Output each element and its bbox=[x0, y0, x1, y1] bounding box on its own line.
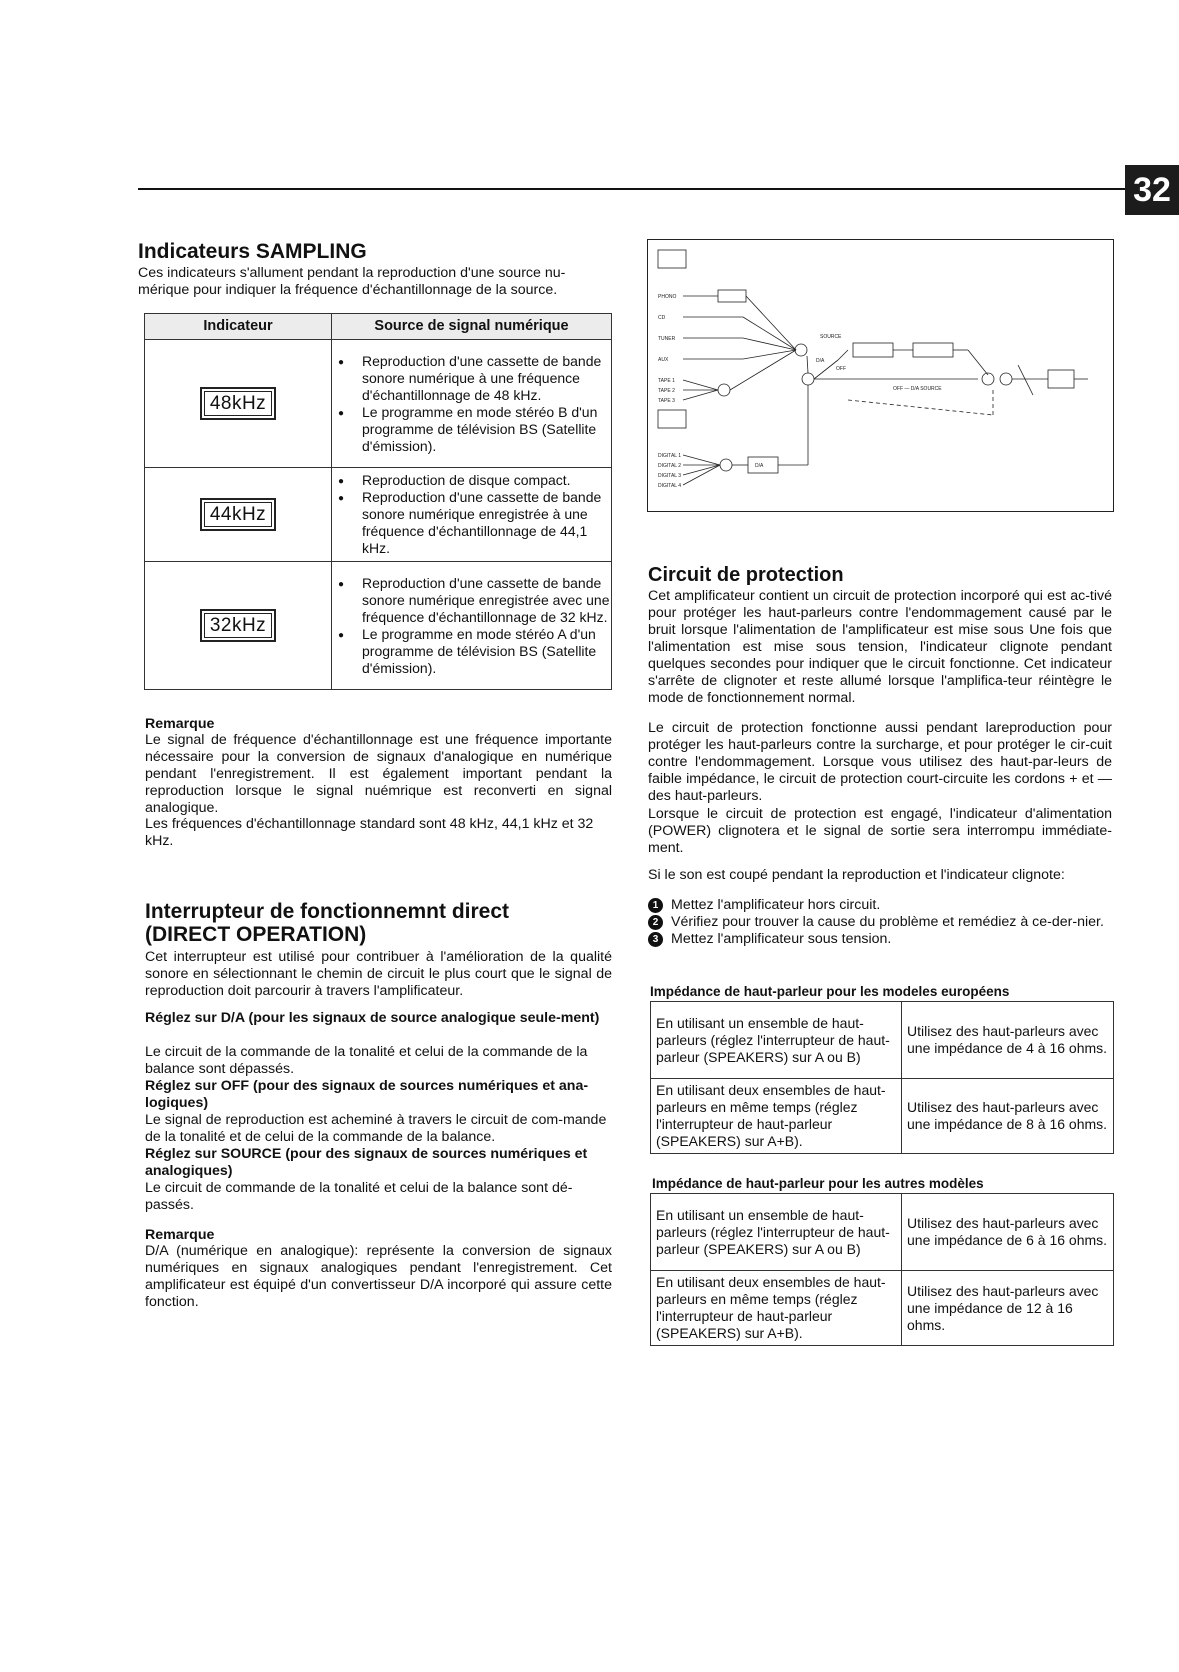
table-row: En utilisant un ensemble de haut-parleurs (réglez l'interrupteur de haut-parleur (SPEAKERS) sur A ou B) Utilisez des haut-parleurs avec une impédance de 6 à 16 ohms. bbox=[651, 1194, 1114, 1271]
table-row: En utilisant un ensemble de haut-parleurs (réglez l'interrupteur de haut-parleur (SPEAKERS) sur A ou B) Utilisez des haut-parleurs avec une impédance de 4 à 16 ohms. bbox=[651, 1002, 1114, 1079]
power-amp-box bbox=[1048, 370, 1074, 388]
input-digital-2: DIGITAL 2 bbox=[658, 463, 682, 469]
direct-heading-source: Réglez sur SOURCE (pour des signaux de sources numériques et analogiques) bbox=[145, 1146, 588, 1179]
table-row bbox=[145, 562, 612, 690]
table-row bbox=[145, 340, 612, 468]
source-label: SOURCE bbox=[820, 334, 842, 340]
direct-text-off: Le signal de reproduction est acheminé à travers le circuit de com-mande de la tonalité et de celui de la commande de la balance. bbox=[145, 1112, 607, 1145]
digital-module-box-2 bbox=[658, 410, 686, 428]
input-digital-4: DIGITAL 4 bbox=[658, 483, 682, 489]
sampling-table bbox=[144, 313, 612, 690]
protection-paragraph-3: Lorsque le circuit de protection est engagé, l'indicateur d'alimentation (POWER) clignotera et le signal de sortie sera interrompu immédiate-ment. bbox=[648, 806, 1112, 856]
sampling-display-32khz: 32kHz bbox=[200, 609, 276, 642]
direct-heading-off: Réglez sur OFF (pour des signaux de sources numériques et ana-logiques) bbox=[145, 1078, 589, 1111]
phono-eq-box bbox=[718, 290, 746, 302]
input-tape-1: TAPE 1 bbox=[658, 378, 675, 384]
block-diagram-svg bbox=[648, 240, 1113, 511]
signal-block-diagram bbox=[647, 239, 1114, 512]
table-row: En utilisant deux ensembles de haut-parleurs en même temps (réglez l'interrupteur de haut-parleur (SPEAKERS) sur A+B). Utilisez des haut-parleurs avec une impédance de 8 à 16 ohms. bbox=[651, 1079, 1114, 1154]
list-item: 3 Mettez l'amplificateur sous tension. bbox=[648, 931, 1112, 948]
input-tape-2: TAPE 2 bbox=[658, 388, 675, 394]
direct-remark-title: Remarque bbox=[145, 1227, 215, 1243]
sampling-remark-2: Les fréquences d'échantillonnage standard sont 48 kHz, 44,1 kHz et 32 kHz. bbox=[145, 816, 594, 849]
input-phono: PHONO bbox=[658, 294, 677, 300]
direct-remark: D/A (numérique en analogique): représente la conversion de signaux numériques en signaux analogiques pendant l'enregistrement. Cet amplificateur est équipé d'un convertisseur D/A incorporé qui assure cette fonction. bbox=[145, 1243, 612, 1310]
protection-title: Circuit de protection bbox=[648, 564, 844, 586]
sampling-remark-title: Remarque bbox=[145, 716, 215, 732]
direct-intro: Cet interrupteur est utilisé pour contribuer à l'amélioration de la qualité sonore en sélectionnant le chemin de circuit le plus court que le signal de reproduction doit parcourir à travers l'amplificateur. bbox=[145, 949, 612, 999]
impedance-other-table bbox=[650, 1193, 1114, 1346]
balance-box bbox=[913, 343, 953, 357]
protection-paragraph-2: Le circuit de protection fonctionne aussi pendant lareproduction pour protéger les haut-parleurs contre la surcharge, et pour protéger le cir-cuit contre l'endommagement. Lorsque vous utilisez des haut-par-leurs de faible impédance, le circuit de protection court-circuite les cordons + et — des haut-parleurs. bbox=[648, 720, 1112, 804]
input-digital-3: DIGITAL 3 bbox=[658, 473, 682, 479]
col-indicator: Indicateur bbox=[145, 314, 332, 340]
sampling-title: Indicateurs SAMPLING bbox=[138, 240, 367, 263]
col-source: Source de signal numérique bbox=[332, 314, 612, 340]
list-item: ● Reproduction d'une cassette de bande sonore numérique enregistrée à une fréquence d'échantillonnage de 44,1 kHz. bbox=[362, 489, 611, 557]
direct-title-1: Interrupteur de fonctionnemnt direct bbox=[145, 900, 510, 923]
input-tuner: TUNER bbox=[658, 336, 676, 342]
protection-paragraph-1: Cet amplificateur contient un circuit de protection incorporé qui est ac-tivé pour protéger les haut-parleurs contre l'endommagement causé par le bruit lorsque l'alimentation de l'amplificateur est mise sous Une fois que l'alimentation est mise sous tension, l'indicateur clignote pendant quelques secondes pour indiquer que le circuit fonctionne. Cet indicateur s'arrête de clignoter et reste allumé lorsque l'amplifica-teur réintègre le mode de fonctionnement normal. bbox=[648, 588, 1112, 706]
tone-control-box bbox=[853, 343, 893, 357]
protection-paragraph-4: Si le son est coupé pendant la reproduction et l'indicateur clignote: bbox=[648, 867, 1065, 883]
dac-label: D/A bbox=[755, 463, 764, 469]
da-label: D/A bbox=[816, 358, 825, 364]
input-cd: CD bbox=[658, 315, 666, 321]
direct-text-source: Le circuit de commande de la tonalité et celui de la balance sont dé-passés. bbox=[145, 1180, 573, 1213]
step-2-marker: 2 bbox=[648, 915, 663, 930]
list-item: ● Reproduction d'une cassette de bande sonore numérique à une fréquence d'échantillonnage de 48 kHz. bbox=[362, 353, 611, 404]
table-row bbox=[145, 468, 612, 562]
list-item: ● Reproduction d'une cassette de bande sonore numérique enregistrée avec une fréquence d'échantillonnage de 32 kHz. bbox=[362, 575, 611, 626]
sampling-intro: Ces indicateurs s'allument pendant la reproduction d'une source nu-mérique pour indiquer la fréquence d'échantillonnage de la source. bbox=[138, 265, 566, 298]
list-item: 2 Vérifiez pour trouver la cause du problème et remédiez à ce-der-nier. bbox=[648, 914, 1112, 931]
step-1-marker: 1 bbox=[648, 898, 663, 913]
list-item: ● Reproduction de disque compact. bbox=[362, 472, 611, 489]
header-rule bbox=[138, 188, 1148, 190]
protection-steps bbox=[648, 897, 1112, 948]
impedance-other-title: Impédance de haut-parleur pour les autres modèles bbox=[652, 1176, 984, 1191]
sampling-display-48khz: 48kHz bbox=[200, 387, 276, 420]
step-3-marker: 3 bbox=[648, 932, 663, 947]
list-item: ● Le programme en mode stéréo B d'un programme de télévision BS (Satellite d'émission). bbox=[362, 404, 611, 455]
off-label: OFF bbox=[836, 366, 846, 372]
switch-label: OFF — D/A SOURCE bbox=[893, 386, 942, 392]
list-item: 1 Mettez l'amplificateur hors circuit. bbox=[648, 897, 1112, 914]
direct-text-da: Le circuit de la commande de la tonalité et celui de la commande de la balance sont dépassés. bbox=[145, 1044, 588, 1077]
direct-title-2: (DIRECT OPERATION) bbox=[145, 923, 367, 946]
direct-heading-da: Réglez sur D/A (pour les signaux de source analogique seule-ment) bbox=[145, 1010, 600, 1026]
impedance-eu-title: Impédance de haut-parleur pour les modeles européens bbox=[650, 984, 1010, 999]
list-item: ● Le programme en mode stéréo A d'un programme de télévision BS (Satellite d'émission). bbox=[362, 626, 611, 677]
page-number: 32 bbox=[1125, 165, 1179, 215]
table-row: En utilisant deux ensembles de haut-parleurs en même temps (réglez l'interrupteur de haut-parleur (SPEAKERS) sur A+B). Utilisez des haut-parleurs avec une impédance de 12 à 16 ohms. bbox=[651, 1271, 1114, 1346]
input-tape-3: TAPE 3 bbox=[658, 398, 675, 404]
sampling-display-44khz: 44kHz bbox=[200, 498, 276, 531]
sampling-table-header bbox=[145, 314, 612, 340]
input-aux: AUX bbox=[658, 357, 669, 363]
digital-module-box bbox=[658, 250, 686, 268]
impedance-eu-table bbox=[650, 1001, 1114, 1154]
input-digital-1: DIGITAL 1 bbox=[658, 453, 682, 459]
sampling-remark-1: Le signal de fréquence d'échantillonnage est une fréquence importante nécessaire pour la conversion de signaux d'analogique en numérique pendant l'enregistrement. Il est également important pendant la reproduction lorsque le signal nuémrique est reconverti en signal analogique. bbox=[145, 732, 612, 816]
